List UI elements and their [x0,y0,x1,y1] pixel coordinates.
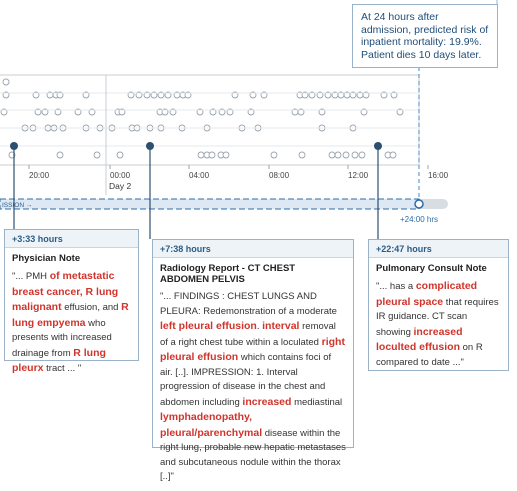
event-marker [343,152,349,158]
note-text [369,276,508,376]
event-marker [57,152,63,158]
note-title: Pulmonary Consult Note [376,263,487,274]
event-marker [94,152,100,158]
event-marker [117,152,123,158]
axis-tick-label: 04:00 [189,171,210,180]
highlighted-phrase: R lung empyema [12,301,129,329]
note-text [5,266,138,383]
event-marker [335,152,341,158]
note-text-run: removal of a right chest tube within a loculated [160,321,336,348]
highlighted-phrase: lymphadenopathy, pleural/parenchymal [160,411,263,439]
note-text-run: effusion, and [61,302,122,313]
event-marker [198,152,204,158]
axis-tick-label: 08:00 [269,171,290,180]
event-marker [329,152,335,158]
note-text-run: that requires IR guidance. CT scan showing [376,296,499,338]
note-text-run: "... FINDINGS : CHEST LUNGS AND PLEURA: Redemonstration of a moderate [160,291,337,317]
note-event-dot [374,142,382,150]
radiology-report-card [152,239,354,482]
note-text [153,287,353,491]
highlighted-phrase: R lung pleurx [12,346,106,374]
admission-bar-elapsed [0,199,419,209]
event-marker [223,152,229,158]
event-marker [3,79,9,85]
axis-tick-label: 20:00 [29,171,50,180]
highlighted-phrase: left pleural effusion [160,320,257,332]
note-time: +3:33 hours [5,230,138,248]
timeline-frame [0,75,419,165]
highlighted-phrase: complicated pleural space [376,280,478,308]
day-label: Day 2 [109,181,132,191]
physician-note-card [4,229,139,374]
event-marker [209,152,215,158]
note-text-run: disease within the right lung, probable new hepatic metastases and subcutaneous nodule within the thorax [..]" [160,427,346,482]
note-title: Radiology Report - CT CHEST ABDOMEN PELVIS [160,263,296,285]
axis-tick-label: 12:00 [348,171,369,180]
note-text-run: "... has a [376,281,416,292]
event-marker [299,152,305,158]
note-title: Physician Note [12,253,81,264]
mortality-prediction-summary: At 24 hours after admission, predicted risk of inpatient mortality: 19.9%. Patient dies 10 days later. [352,4,498,68]
highlighted-phrase: increased loculted effusion [376,325,463,353]
end-marker-label: +24:00 hrs [400,215,439,224]
event-marker [390,152,396,158]
event-marker [352,152,358,158]
axis-tick-label: 16:00 [428,171,449,180]
event-marker [271,152,277,158]
highlighted-phrase: right pleural effusion [160,335,345,363]
note-text-run: . [256,321,263,332]
note-event-dot [146,142,154,150]
note-text-run: tract ... " [43,363,82,374]
event-marker [359,152,365,158]
note-text-run: mediastinal [291,396,343,408]
note-event-dot [10,142,18,150]
highlighted-phrase: increased [242,395,292,408]
note-time: +7:38 hours [153,240,353,258]
time-axis [0,165,449,224]
highlighted-phrase: interval [262,320,300,332]
note-text-run: on R compared to date ..." [376,342,483,368]
note-text-run: "... PMH [12,271,50,282]
note-text-run: which contains foci of air. [..]. IMPRESSION: 1. Interval progression of disease in the chest and abdomen including [160,352,332,408]
note-text-run: who presents with increased drainage from [12,317,112,359]
axis-tick-label: 00:00 [110,171,131,180]
prediction-point [415,200,423,208]
admission-label: ISSION → [2,202,33,209]
note-time: +22:47 hours [369,240,508,258]
highlighted-phrase: of metastatic breast cancer, R lung malignant [12,270,119,313]
pulmonary-consult-card [368,239,509,371]
